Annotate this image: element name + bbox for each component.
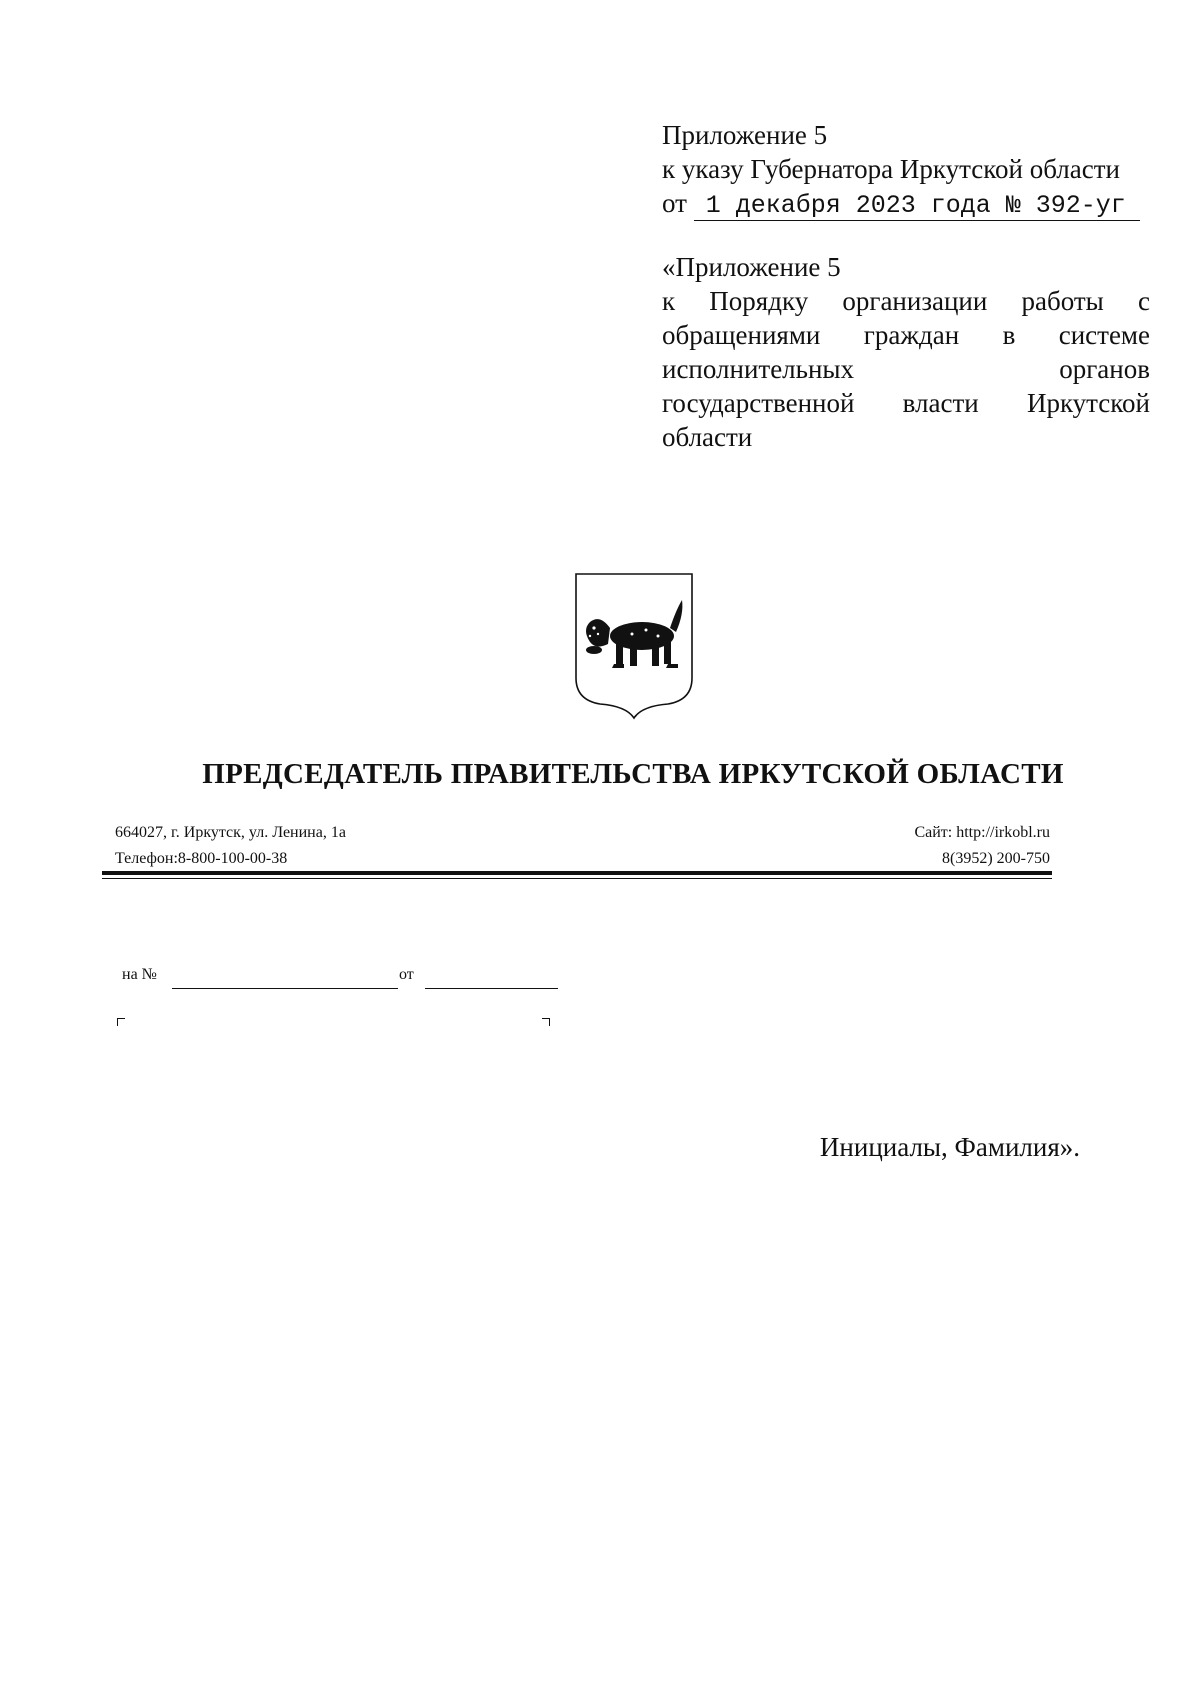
appendix-quote-line: области [662,422,753,452]
reference-number-label: на № [122,966,157,983]
letterhead-address: 664027, г. Иркутск, ул. Ленина, 1а [115,824,346,841]
letterhead-divider-thick [102,871,1052,875]
reference-date-label: от [399,966,414,983]
decree-reference: к указу Губернатора Иркутской области [662,154,1120,184]
letterhead-title: ПРЕДСЕДАТЕЛЬ ПРАВИТЕЛЬСТВА ИРКУТСКОЙ ОБЛАСТИ [202,758,1064,790]
appendix-quote-line: к Порядку организации работы с [662,286,1150,316]
reference-row [122,966,582,994]
reference-number-blank [172,988,398,989]
letterhead-site: Сайт: http://irkobl.ru [914,824,1050,841]
appendix-quote-line: государственной власти Иркутской [662,388,1150,418]
appendix-quote-title: «Приложение 5 [662,252,841,282]
addressee-corner-left [117,1018,125,1026]
decree-date-prefix: от [662,188,687,218]
letterhead-phone: Телефон:8-800-100-00-38 [115,850,288,867]
reference-date-blank [425,988,558,989]
letterhead-phone-alt: 8(3952) 200-750 [942,850,1050,867]
decree-date-fill: 1 декабря 2023 года № 392-уг [694,192,1140,221]
appendix-quote [662,250,1150,454]
letterhead-divider-thin [102,878,1052,879]
signature-placeholder: Инициалы, Фамилия». [819,1132,1080,1162]
coat-of-arms-emblem [572,570,696,722]
addressee-corner-right [542,1018,550,1026]
appendix-quote-line: обращениями граждан в системе [662,320,1150,350]
decree-date-line [662,186,1150,221]
letterhead-contacts-left [115,820,346,872]
appendix-number: Приложение 5 [662,120,828,150]
letterhead-contacts-right [914,820,1050,872]
appendix-quote-line: исполнительных органов [662,354,1150,384]
appendix-header [662,118,1150,221]
